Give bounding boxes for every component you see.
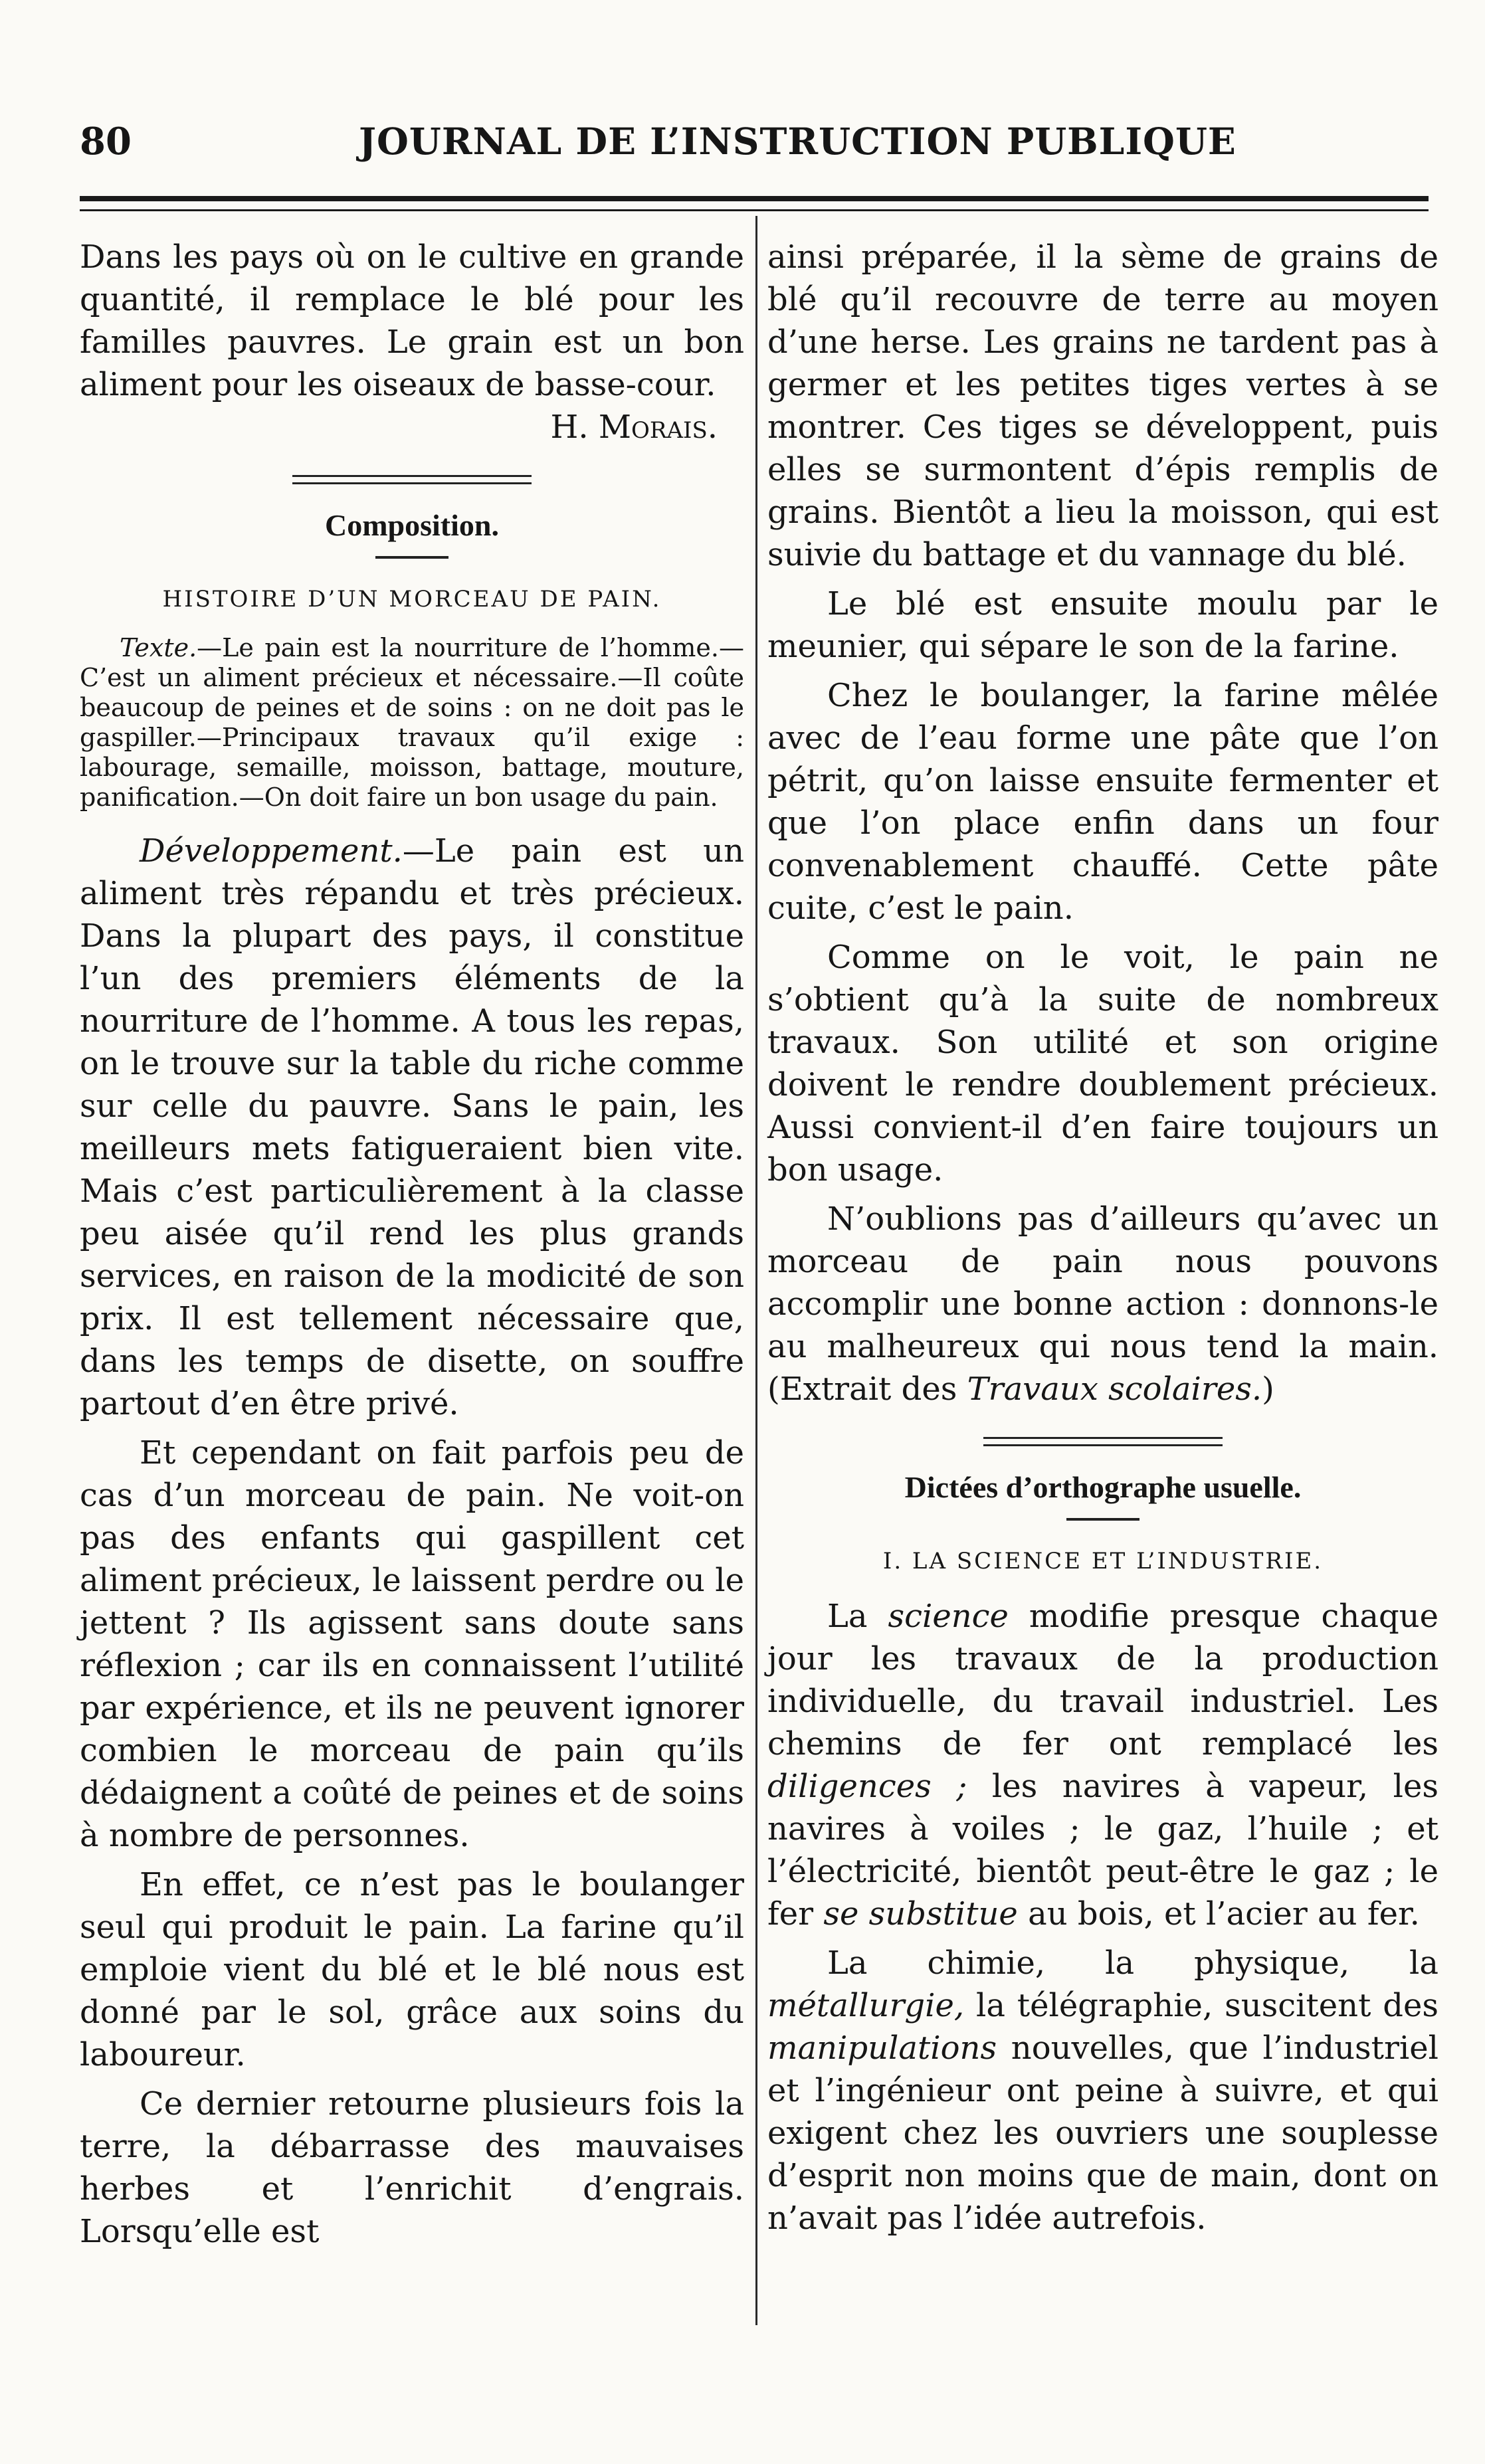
paragraph: Ce dernier retourne plusieurs fois la terre, la débarrasse des mauvaises herbes et l’enrichit d’engrais. Lorsqu’elle est bbox=[80, 2085, 744, 2250]
texte-summary bbox=[80, 633, 744, 812]
paragraph: Le blé est ensuite moulu par le meunier, qui sépare le son de la farine. bbox=[767, 585, 1438, 665]
paragraph: Comme on le voit, le pain ne s’obtient qu’à la suite de nombreux travaux. Son utilité et son origine doivent le rendre doublement précieux. Aussi convient-il d’en faire toujours un bon usage. bbox=[767, 939, 1438, 1188]
paragraph-text: la télégraphie, suscitent des bbox=[964, 1987, 1438, 2024]
source-title: Travaux scolaires. bbox=[967, 1371, 1262, 1408]
paragraph-text: ) bbox=[1262, 1371, 1274, 1408]
paragraph-text: La chimie, la physique, la bbox=[827, 1944, 1438, 1982]
page-number: 80 bbox=[80, 120, 132, 163]
italic-term: science bbox=[888, 1598, 1009, 1635]
section-title-composition: Composition. bbox=[325, 508, 499, 542]
right-column bbox=[767, 236, 1438, 2246]
title-rule bbox=[375, 556, 448, 559]
section-divider bbox=[292, 475, 532, 484]
section-title-dictees: Dictées d’orthographe usuelle. bbox=[904, 1470, 1302, 1504]
section-divider bbox=[983, 1437, 1223, 1446]
texte-label: Texte. bbox=[120, 633, 197, 662]
paragraph bbox=[767, 1942, 1438, 2239]
paragraph bbox=[767, 1595, 1438, 1935]
page-header bbox=[80, 120, 1429, 179]
intro-text: Dans les pays où on le cultive en grande quantité, il remplace le blé pour les familles pauvres. Le grain est un bon aliment pour les oiseaux de basse-cour. bbox=[80, 238, 744, 403]
paragraph bbox=[767, 1198, 1438, 1410]
italic-term: diligences ; bbox=[767, 1768, 967, 1805]
paragraph-text: modifie presque chaque jour les travaux de la production individuelle, du travail industriel. Les chemins de fer ont remplacé les bbox=[767, 1598, 1439, 1762]
header-rule-thin bbox=[80, 209, 1429, 211]
paragraph-text: nouvelles, que l’industriel et l’ingénieur ont peine à suivre, et qui exigent chez les ouvriers une souplesse d’esprit non moins que de main, dont on n’avait pas l’idée autrefois. bbox=[767, 2030, 1438, 2237]
developpement-body: —Le pain est un aliment très répandu et très précieux. Dans la plupart des pays, il constitue l’un des premiers éléments de la nourriture de l’homme. A tous les repas, on le trouve sur la table du riche comme sur celle du pauvre. Sans le pain, les meilleurs mets fatigueraient bien vite. Mais c’est particulièrement à la classe peu aisée qu’il rend les plus grands services, en raison de la modicité de son prix. Il est tellement nécessaire que, dans les temps de disette, on souffre partout d’en être privé. bbox=[80, 832, 744, 1422]
developpement-paragraph bbox=[80, 830, 744, 1425]
paragraph-text: N’oublions pas d’ailleurs qu’avec un morceau de pain nous pouvons accomplir une bonne action : donnons-le au malheureux qui nous tend la main. (Extrait des bbox=[767, 1200, 1438, 1408]
title-rule bbox=[1066, 1518, 1139, 1521]
left-column bbox=[80, 236, 744, 2259]
dictees-subtitle: I. LA SCIENCE ET L’INDUSTRIE. bbox=[882, 1548, 1324, 1574]
composition-subtitle: HISTOIRE D’UN MORCEAU DE PAIN. bbox=[162, 586, 662, 613]
intro-paragraph bbox=[80, 236, 744, 448]
column-divider bbox=[755, 216, 757, 2325]
header-rule-thick bbox=[80, 196, 1429, 201]
italic-term: se substitue bbox=[823, 1895, 1018, 1933]
paragraph: ainsi préparée, il la sème de grains de blé qu’il recouvre de terre au moyen d’une herse. Les grains ne tardent pas à germer et les petites tiges vertes à se montrer. Ces tiges se développent, puis elles se surmontent d’épis remplis de grains. Bientôt a lieu la moisson, qui est suivie du battage et du vannage du blé. bbox=[767, 238, 1438, 573]
paragraph-text: les navires à vapeur, les navires à voiles ; le gaz, l’huile ; et l’électricité, bientôt peut-être le gaz ; le fer bbox=[767, 1768, 1438, 1933]
paragraph: En effet, ce n’est pas le boulanger seul qui produit le pain. La farine qu’il emploie vient du blé et le blé nous est donné par le sol, grâce aux soins du laboureur. bbox=[80, 1866, 744, 2073]
paragraph-text: La bbox=[827, 1598, 888, 1635]
italic-term: manipulations bbox=[767, 2030, 997, 2067]
journal-title: JOURNAL DE L’INSTRUCTION PUBLIQUE bbox=[359, 120, 1237, 163]
italic-term: métallurgie, bbox=[767, 1987, 965, 2024]
paragraph-text: au bois, et l’acier au fer. bbox=[1017, 1895, 1420, 1933]
texte-body: —Le pain est la nourriture de l’homme.—C’est un aliment précieux et nécessaire.—Il coûte beaucoup de peines et de soins : on ne doit pas le gaspiller.—Principaux travaux qu’il exige : labourage, semaille, moisson, battage, mouture, panification.—On doit faire un bon usage du pain. bbox=[80, 633, 744, 812]
paragraph: Chez le boulanger, la farine mêlée avec de l’eau forme une pâte que l’on pétrit, qu’on laisse ensuite fermenter et que l’on place enfin dans un four convenablement chauffé. Cette pâte cuite, c’est le pain. bbox=[767, 677, 1438, 927]
author-signature: H. Morais. bbox=[550, 409, 718, 446]
paragraph: Et cependant on fait parfois peu de cas d’un morceau de pain. Ne voit-on pas des enfants qui gaspillent cet aliment précieux, le laissent perdre ou le jettent ? Ils agissent sans doute sans réflexion ; car ils en connaissent l’utilité par expérience, et ils ne peuvent ignorer combien le morceau de pain qu’ils dédaignent a coûté de peines et de soins à nombre de personnes. bbox=[80, 1434, 744, 1854]
developpement-label: Développement. bbox=[140, 832, 403, 870]
